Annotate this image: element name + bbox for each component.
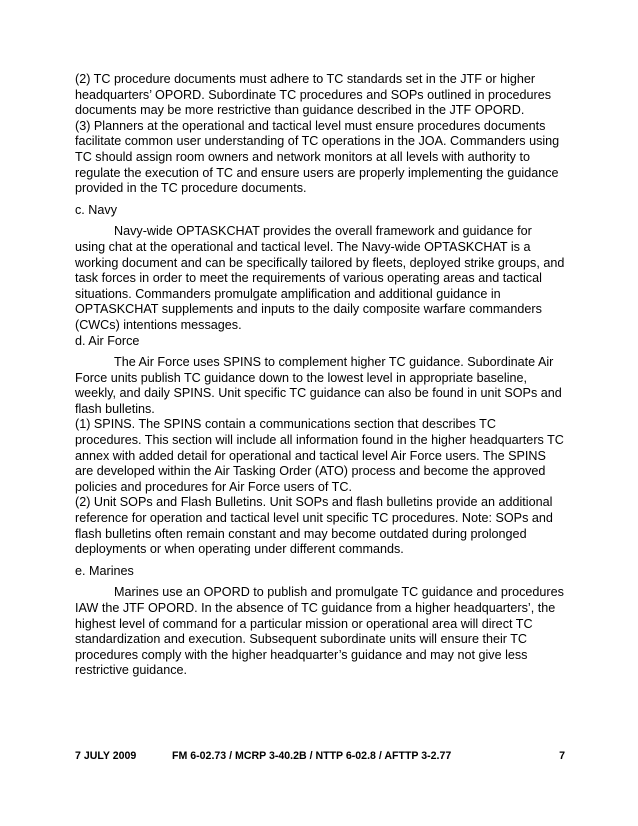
paragraph-tc-procedure-documents: (2) TC procedure documents must adhere to TC standards set in the JTF or higher headquarters’ OPORD. Subordinate TC procedures and SOPs outlined in procedures documents may be more restrictive than guidance described in the JTF OPORD. bbox=[75, 72, 552, 118]
paragraph-spins: (1) SPINS. The SPINS contain a communications section that describes TC procedures. This section will include all information found in the higher headquarters TC annex with added detail for operational and tactical level Air Force users. The SPINS are developed within the Air Tasking Order (ATO) process and become the approved policies and procedures for Air Force users of TC. bbox=[75, 417, 564, 494]
page-body bbox=[75, 72, 565, 679]
footer-publication-numbers: FM 6-02.73 / MCRP 3-40.2B / NTTP 6-02.8 / AFTTP 3-2.77 bbox=[172, 750, 452, 762]
paragraph-planners: (3) Planners at the operational and tactical level must ensure procedures documents facilitate common user understanding of TC operations in the JOA. Commanders using TC should assign room owners and network monitors at all levels with authority to regulate the execution of TC and ensure users are properly implementing the guidance provided in the TC procedure documents. bbox=[75, 118, 560, 196]
paragraph-unit-sops: (2) Unit SOPs and Flash Bulletins. Unit SOPs and flash bulletins provide an additional reference for operation and tactical level unit specific TC procedures. Note: SOPs and flash bulletins often remain constant and may become outdated during prolonged deployments or when operating under different commands. bbox=[75, 495, 553, 557]
page-footer bbox=[75, 750, 565, 766]
footer-date: 7 JULY 2009 bbox=[75, 750, 137, 762]
heading-navy: c. Navy bbox=[75, 202, 117, 217]
paragraph-marines: Marines use an OPORD to publish and promulgate TC guidance and procedures IAW the JTF OPORD. In the absence of TC guidance from a higher headquarters’, the highest level of command for a particular mission or operational area will direct TC standardization and execution. Subsequent subordinate units will ensure their TC procedures comply with the higher headquarter’s guidance and may not give less restrictive guidance. bbox=[75, 585, 564, 678]
page-number: 7 bbox=[559, 750, 565, 762]
heading-air-force: d. Air Force bbox=[75, 333, 140, 348]
heading-marines: e. Marines bbox=[75, 563, 134, 578]
paragraph-air-force: The Air Force uses SPINS to complement higher TC guidance. Subordinate Air Force units publish TC guidance down to the lowest level in appropriate baseline, weekly, and daily SPINS. Unit specific TC guidance can also be found in unit SOPs and flash bulletins. bbox=[75, 355, 562, 416]
paragraph-navy: Navy-wide OPTASKCHAT provides the overall framework and guidance for using chat at the operational and tactical level. The Navy-wide OPTASKCHAT is a working document and can be specifically tailored by fleets, deployed strike groups, and task forces in order to meet the requirements of various operating areas and tactical situations. Commanders promulgate amplification and additional guidance in OPTASKCHAT supplements and inputs to the daily composite warfare commanders (CWCs) intentions messages. bbox=[75, 224, 565, 332]
